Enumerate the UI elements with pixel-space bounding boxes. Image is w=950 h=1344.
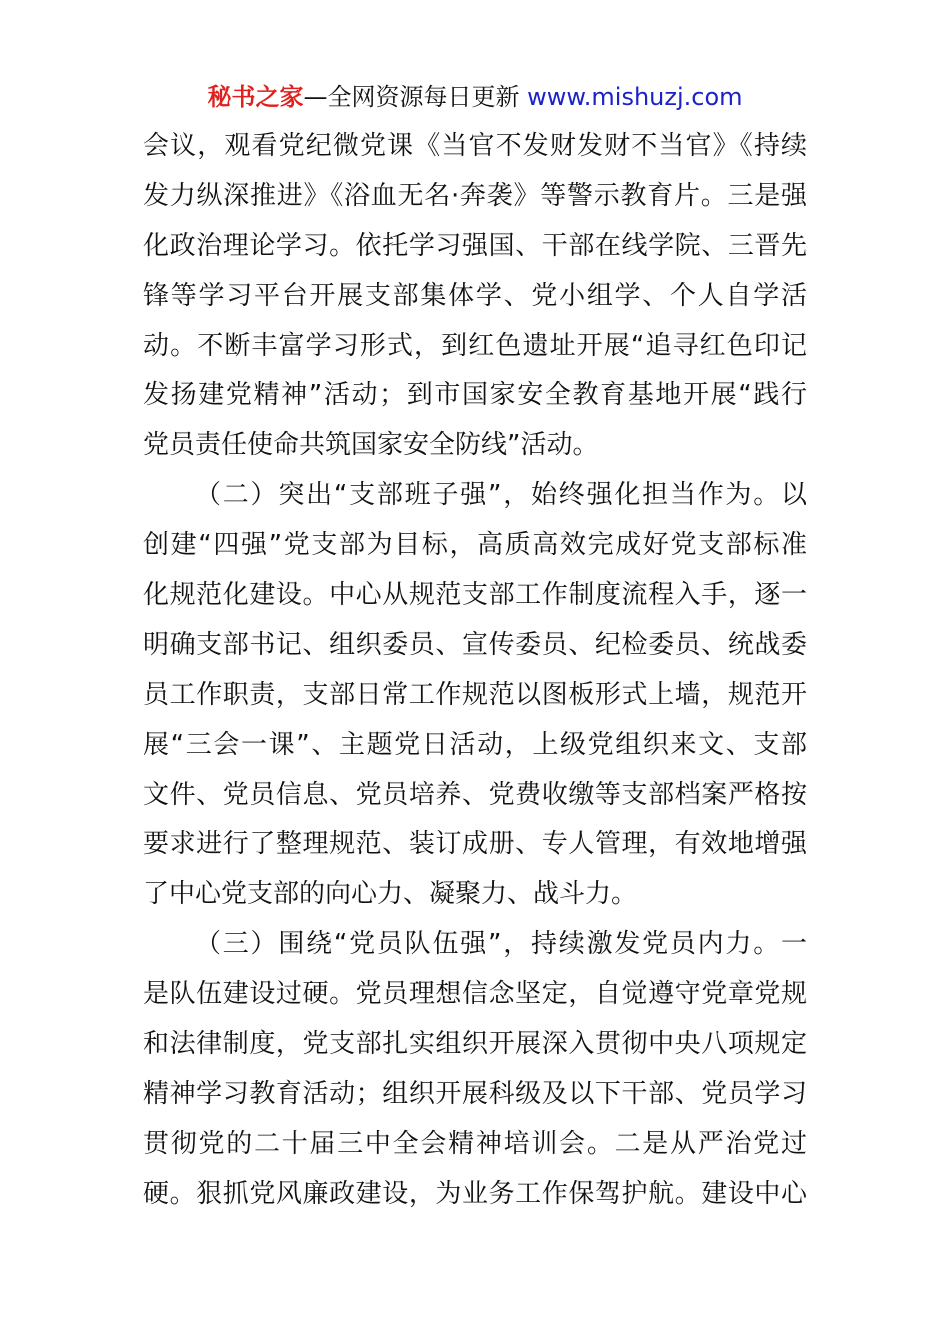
text-line: 锋等学习平台开展支部集体学、党小组学、个人自学活 [143, 280, 807, 311]
text-line: 了中心党支部的向心力、凝聚力、战斗力。 [143, 879, 638, 910]
text-line: 和法律制度，党支部扎实组织开展深入贯彻中央八项规定 [143, 1029, 807, 1060]
text-line: 文件、党员信息、党员培养、党费收缴等支部档案严格按 [143, 779, 807, 810]
text-line: 要求进行了整理规范、装订成册、专人管理，有效地增强 [143, 829, 807, 860]
text-line: 创建“四强”党支部为目标，高质高效完成好党支部标准 [143, 530, 807, 561]
text-line: 展“三会一课”、主题党日活动，上级党组织来文、支部 [143, 729, 807, 760]
text-line: 硬。狠抓党风廉政建设，为业务工作保驾护航。建设中心 [143, 1178, 807, 1209]
text-line: 精神学习教育活动；组织开展科级及以下干部、党员学习 [143, 1078, 807, 1109]
site-header [0, 80, 950, 114]
site-tagline: —全网资源每日更新 [303, 83, 520, 111]
site-name: 秘书之家 [207, 83, 304, 111]
paragraph-heading-line: （三）围绕“党员队伍强”，持续激发党员内力。一 [195, 929, 807, 960]
text-line: 会议，观看党纪微党课《当官不发财发财不当官》《持续 [143, 131, 807, 161]
paragraph-heading-line: （二）突出“支部班子强”，始终强化担当作为。以 [195, 480, 807, 511]
text-line: 明确支部书记、组织委员、宣传委员、纪检委员、统战委 [143, 629, 807, 660]
document-body [143, 122, 807, 1220]
text-line: 动。不断丰富学习形式，到红色遗址开展“追寻红色印记 [143, 330, 807, 361]
text-line: 贯彻党的二十届三中全会精神培训会。二是从严治党过 [143, 1128, 807, 1159]
text-line: 发扬建党精神”活动；到市国家安全教育基地开展“践行 [143, 380, 807, 411]
text-line: 化规范化建设。中心从规范支部工作制度流程入手，逐一 [143, 580, 807, 611]
text-line: 员工作职责，支部日常工作规范以图板形式上墙，规范开 [143, 679, 807, 710]
text-line: 党员责任使命共筑国家安全防线”活动。 [143, 430, 599, 461]
site-url[interactable]: www.mishuzj.com [527, 83, 743, 111]
text-line: 发力纵深推进》《浴血无名·奔袭》等警示教育片。三是强 [143, 180, 807, 211]
text-line: 化政治理论学习。依托学习强国、干部在线学院、三晋先 [143, 230, 807, 261]
text-line: 是队伍建设过硬。党员理想信念坚定，自觉遵守党章党规 [143, 979, 807, 1010]
